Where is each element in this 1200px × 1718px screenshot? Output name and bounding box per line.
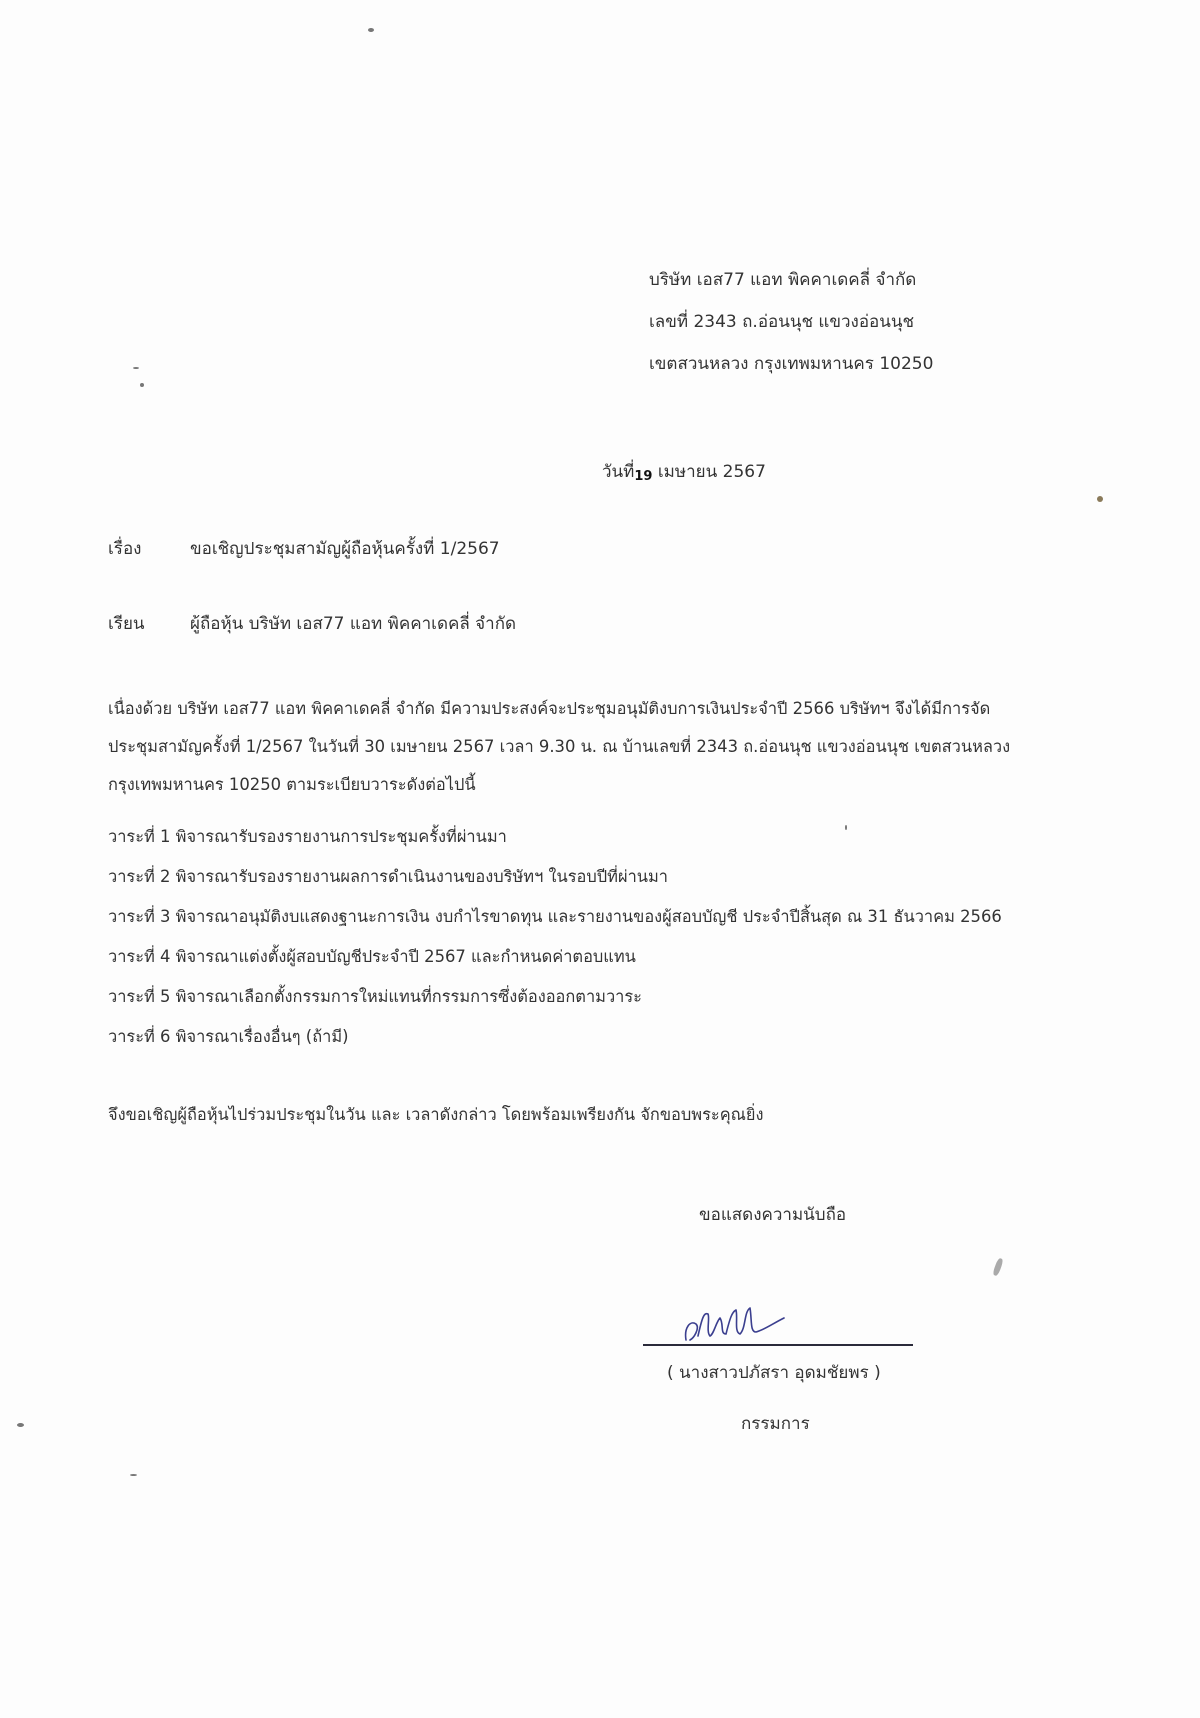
body-line: กรุงเทพมหานคร 10250 ตามระเบียบวาระดังต่อไปนี้ (108, 775, 476, 794)
company-address-line1: เลขที่ 2343 ถ.อ่อนนุช แขวงอ่อนนุช (649, 312, 915, 332)
recipient-label: เรียน (108, 614, 145, 634)
subject-label: เรื่อง (108, 539, 142, 559)
signature-line (643, 1344, 913, 1346)
scan-speck (992, 1258, 1004, 1277)
date-day: 19 (634, 469, 653, 484)
scan-speck (1097, 496, 1103, 502)
body-line: ประชุมสามัญครั้งที่ 1/2567 ในวันที่ 30 เมษายน 2567 เวลา 9.30 น. ณ บ้านเลขที่ 2343 ถ.อ่อนนุช แขวงอ่อนนุช เขตสวนหลวง (108, 737, 1011, 756)
scan-speck (140, 383, 144, 387)
company-address-line2: เขตสวนหลวง กรุงเทพมหานคร 10250 (649, 354, 934, 374)
salutation: ขอแสดงความนับถือ (699, 1205, 847, 1225)
letter-date (602, 460, 766, 486)
scan-speck (17, 1423, 24, 1427)
closing-invitation: จึงขอเชิญผู้ถือหุ้นไปร่วมประชุมในวัน และ เวลาดังกล่าว โดยพร้อมเพรียงกัน จักขอบพระคุณยิ่ง (108, 1105, 764, 1124)
agenda-item: วาระที่ 6 พิจารณาเรื่องอื่นๆ (ถ้ามี) (108, 1027, 349, 1046)
handwritten-signature (680, 1288, 800, 1348)
agenda-item: วาระที่ 5 พิจารณาเลือกตั้งกรรมการใหม่แทนที่กรรมการซึ่งต้องออกตามวาระ (108, 987, 642, 1006)
agenda-item: วาระที่ 4 พิจารณาแต่งตั้งผู้สอบบัญชีประจำปี 2567 และกำหนดค่าตอบแทน (108, 947, 636, 966)
recipient-text: ผู้ถือหุ้น บริษัท เอส77 แอท พิคคาเดคลี่ จำกัด (190, 614, 517, 634)
company-name: บริษัท เอส77 แอท พิคคาเดคลี่ จำกัด (649, 270, 917, 290)
body-line: เนื่องด้วย บริษัท เอส77 แอท พิคคาเดคลี่ จำกัด มีความประสงค์จะประชุมอนุมัติงบการเงินประจำปี 2566 บริษัทฯ จึงได้มีการจัด (108, 699, 991, 718)
agenda-item: วาระที่ 2 พิจารณารับรองรายงานผลการดำเนินงานของบริษัทฯ ในรอบปีที่ผ่านมา (108, 867, 668, 886)
scan-speck (845, 825, 847, 830)
scan-speck (133, 367, 139, 369)
date-prefix: วันที่ (602, 462, 635, 482)
agenda-item: วาระที่ 3 พิจารณาอนุมัติงบแสดงฐานะการเงิน งบกำไรขาดทุน และรายงานของผู้สอบบัญชี ประจำปีสิ้นสุด ณ 31 ธันวาคม 2566 (108, 907, 1002, 926)
agenda-item: วาระที่ 1 พิจารณารับรองรายงานการประชุมครั้งที่ผ่านมา (108, 827, 507, 846)
signer-name: ( นางสาวปภัสรา อุดมชัยพร ) (667, 1363, 881, 1383)
scan-speck (368, 28, 374, 32)
signer-title: กรรมการ (741, 1414, 810, 1434)
scan-speck (130, 1474, 137, 1476)
subject-text: ขอเชิญประชุมสามัญผู้ถือหุ้นครั้งที่ 1/2567 (190, 539, 500, 559)
date-month-year: เมษายน 2567 (657, 462, 766, 482)
